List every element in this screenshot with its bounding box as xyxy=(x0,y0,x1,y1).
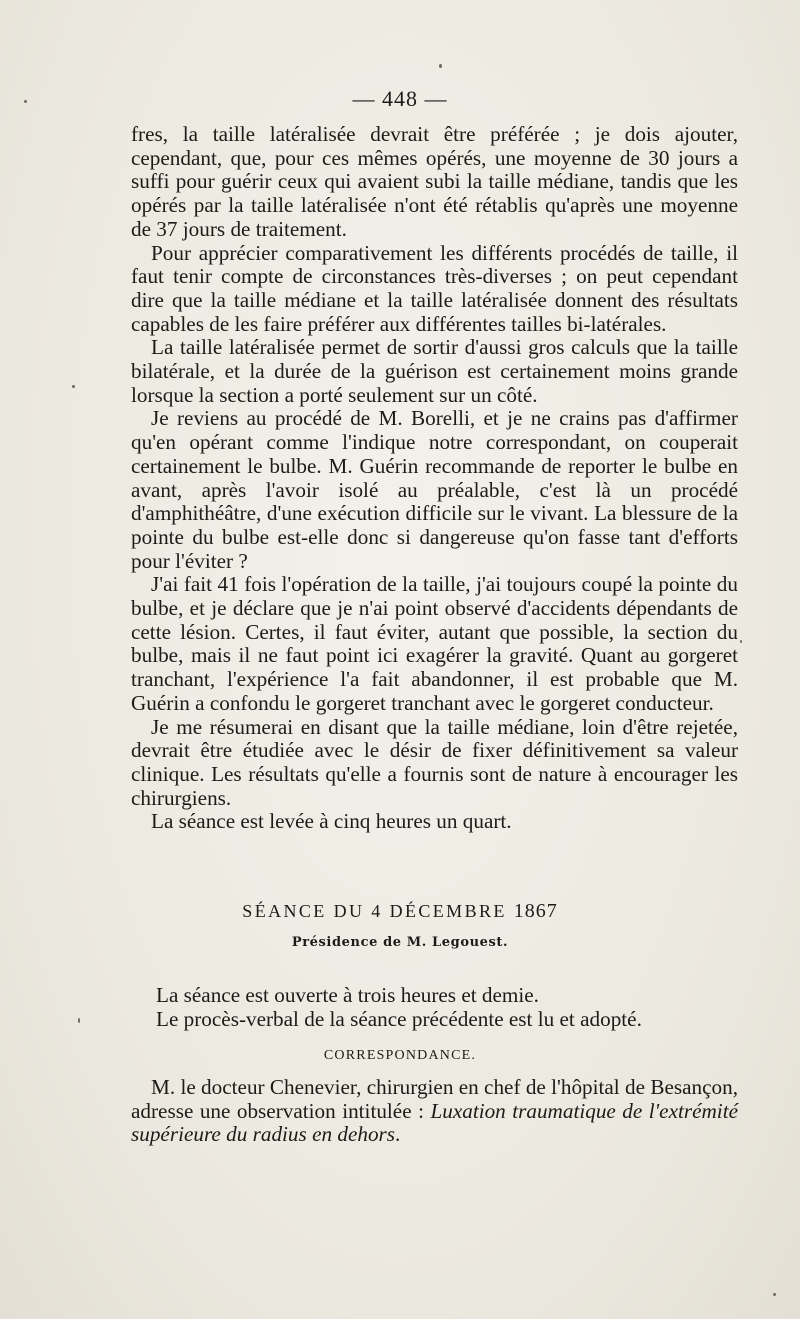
paper-speck xyxy=(72,385,75,388)
paragraph: fres, la taille latéralisée devrait être préférée ; je dois ajouter, cependant, que, pour ces mêmes opérés, une moyenne de 30 jours a suffi pour guérir ceux qui avaient subi la taille médiane, tandis que les opérés par la taille latéralisée n'ont été rétablis qu'après une moyenne de 37 jours de traitement. xyxy=(131,122,738,241)
paragraph: La taille latéralisée permet de sortir d'aussi gros calculs que la taille bilatérale, et la durée de la guérison est certainement moins grande lorsque la section a porté seulement sur un côté. xyxy=(131,335,738,407)
correspondence-intro: M. le docteur Chenevier, chirurgien en chef de l'hôpital de Besançon, adresse une observation intitulée : xyxy=(131,1075,738,1123)
correspondence-heading: CORRESPONDANCE. xyxy=(323,1048,477,1063)
correspondence-text xyxy=(131,1076,738,1147)
page-number: — 448 — xyxy=(352,86,448,111)
paper-speck xyxy=(773,1293,776,1296)
paper-speck xyxy=(439,64,442,68)
paper-speck xyxy=(740,640,742,643)
paragraph: Je reviens au procédé de M. Borelli, et je ne crains pas d'affirmer qu'en opérant comme l'indique notre correspondant, on couperait certainement le bulbe. M. Guérin recommande de reporter le bulbe en avant, après l'avoir isolé au préalable, c'est là un procédé d'amphithéâtre, d'une exécution difficile sur le vivant. La blessure de la pointe du bulbe est-elle donc si dangereuse qu'on fasse tant d'efforts pour l'éviter ? xyxy=(131,406,738,573)
body-text xyxy=(131,123,738,834)
paper-speck xyxy=(24,100,27,103)
session-title-text: SÉANCE DU 4 DÉCEMBRE xyxy=(242,901,507,921)
correspondence-paragraph xyxy=(131,1076,738,1147)
session-opening xyxy=(156,984,738,1031)
paragraph: Je me résumerai en disant que la taille médiane, loin d'être rejetée, devrait être étudiée avec le désir de fixer définitivement sa valeur clinique. Les résultats qu'elle a fournis sont de nature à encourager les chirurgiens. xyxy=(131,714,738,810)
paragraph: Pour apprécier comparativement les différents procédés de taille, il faut tenir compte de circonstances très-diverses ; on peut cependant dire que la taille médiane et la taille latéralisée donnent des résultats capables de les faire préférer aux différentes tailles bi-latérales. xyxy=(131,240,738,336)
paper-speck xyxy=(78,1018,80,1023)
paragraph: La séance est levée à cinq heures un quart. xyxy=(151,809,512,834)
correspondence-end: . xyxy=(395,1122,401,1147)
session-opening-line: Le procès-verbal de la séance précédente est lu et adopté. xyxy=(156,1006,642,1031)
paragraph: J'ai fait 41 fois l'opération de la taille, j'ai toujours coupé la pointe du bulbe, et je déclare que je n'ai point observé d'accidents dépendants de cette lésion. Certes, il faut éviter, autant que possible, la section du bulbe, mais il ne faut point ici exagérer la gravité. Quant au gorgeret tranchant, l'expérience l'a fait abandonner, il est probable que M. Guérin a confondu le gorgeret tranchant avec le gorgeret conducteur. xyxy=(131,572,738,715)
session-opening-line: La séance est ouverte à trois heures et demie. xyxy=(156,983,539,1007)
session-title xyxy=(0,900,800,923)
observation-title: Luxation traumatique de l'extrémité supérieure du radius en dehors xyxy=(131,1098,738,1147)
presidency-line: Présidence de M. Legouest. xyxy=(291,935,509,950)
session-year: 1867 xyxy=(513,900,558,922)
